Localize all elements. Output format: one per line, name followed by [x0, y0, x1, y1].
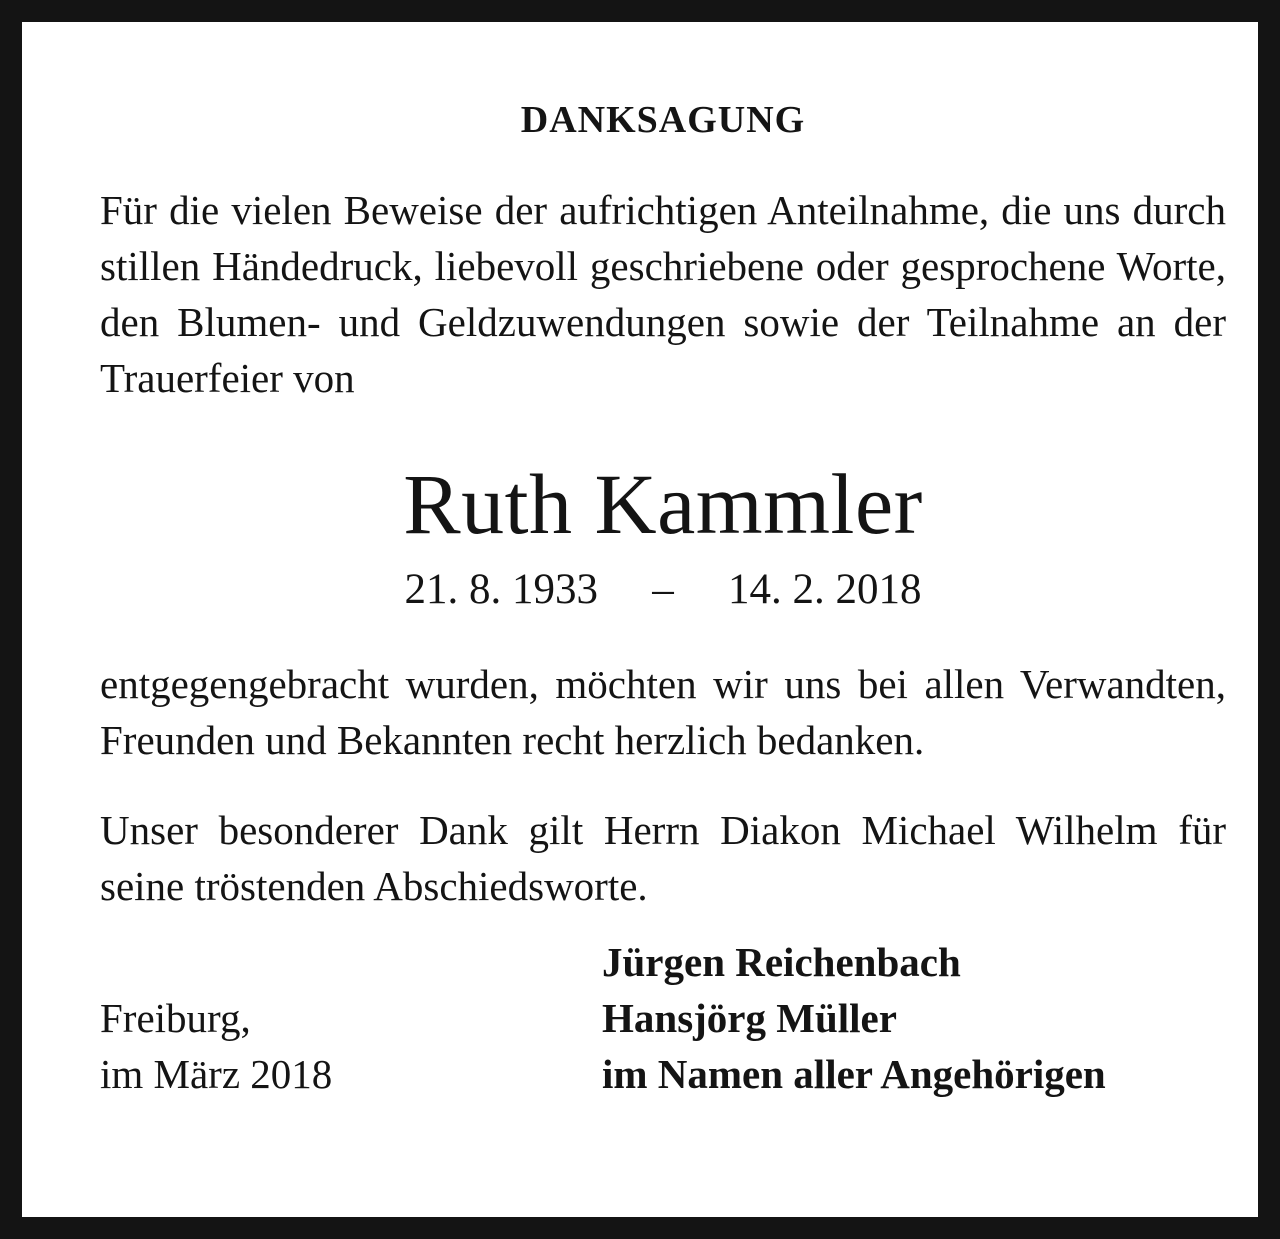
- date-separator: –: [652, 566, 674, 613]
- notice-heading: DANKSAGUNG: [520, 99, 806, 141]
- intro-paragraph: Für die vielen Beweise der aufrichtigen Anteilnahme, die uns durch stillen Händedruck, liebevoll geschriebene oder gesprochene Worte, den Blumen- und Geldzuwendungen sowie der Teilnahme an der Trauerfeier von: [100, 187, 1226, 401]
- special-thanks-paragraph: Unser besonderer Dank gilt Herrn Diakon Michael Wilhelm für seine tröstenden Abschiedsworte.: [100, 807, 1226, 909]
- notice-content: [100, 92, 1226, 1104]
- signer-1: Jürgen Reichenbach: [602, 939, 961, 985]
- signer-note: im Namen aller Angehörigen: [602, 1051, 1106, 1097]
- place-and-date: [100, 990, 332, 1102]
- place-city: Freiburg,: [100, 995, 251, 1041]
- place-date: im März 2018: [100, 1051, 333, 1097]
- notice-footer: [100, 934, 1226, 1104]
- thanks-paragraph: entgegengebracht wurden, möchten wir uns bei allen Verwandten, Freunden und Bekannten recht herzlich bedanken.: [100, 661, 1226, 763]
- signer-2: Hansjörg Müller: [602, 995, 897, 1041]
- death-date: 14. 2. 2018: [728, 566, 922, 613]
- birth-date: 21. 8. 1933: [404, 566, 598, 613]
- signers-block: [602, 934, 1106, 1102]
- life-dates: [100, 562, 1226, 618]
- deceased-name: Ruth Kammler: [403, 456, 923, 552]
